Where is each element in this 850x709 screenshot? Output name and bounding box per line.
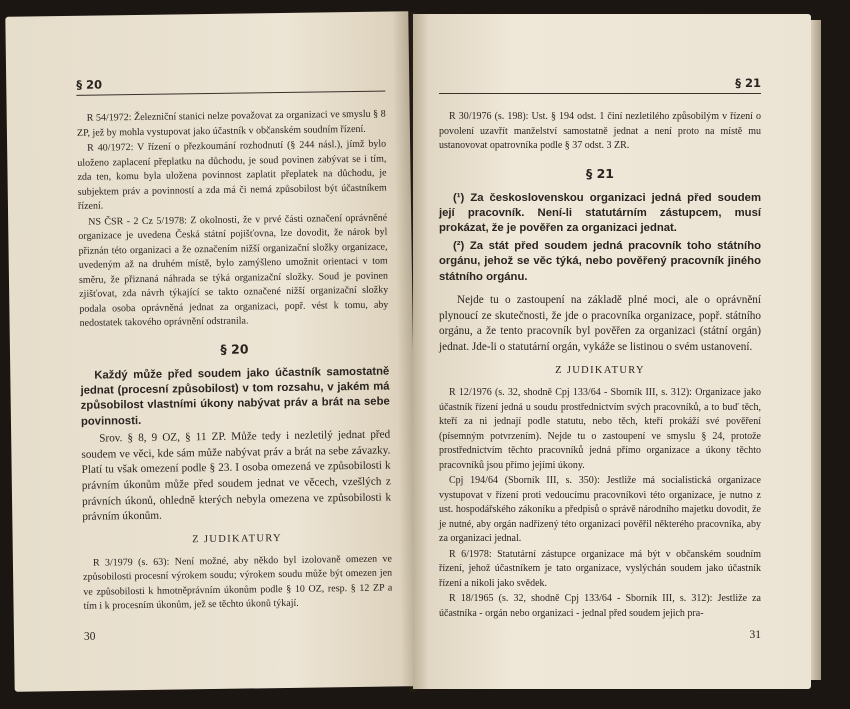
left-body-text: Srov. § 8, 9 OZ, § 11 ZP. Může tedy i nezletilý jednat před soudem ve věci, kde sám může nabývat práv a brát na sebe závazky. Platí tu však omezení podle § 23. I osoba omezená ve způsobilosti k právním úkonům může před soudem jednat ve věcech, vzešlých z právních úkonů, ohledně kterých nebyla omezena ve způsobilosti k právním úkonům. [81, 428, 392, 523]
right-judikatury-heading: Z JUDIKATURY [555, 365, 645, 377]
right-statement-1: (¹) Za československou organizaci jedná před soudem její pracovník. Není-li statutárním zástupcem, musí prokázat, že je pověřen za organizaci jednat. [439, 191, 761, 235]
page-stack-edge [811, 20, 821, 680]
right-page-number: 31 [749, 629, 761, 641]
right-section-title: § 21 [586, 165, 614, 181]
judikatury-note-r6-1978: R 6/1978: Statutární zástupce organizace má být v občanském soudním řízení, jehož účastníkem je tato organizace, vyslýchán soudem jako účastník řízení a nikoli jako svědek. [439, 548, 761, 589]
judikatury-note-r18-1965: R 18/1965 (s. 32, shodně Cpj 133/64 - Sborník III, s. 312): Jestliže za účastníka - orgán nebo organizaci - jednal před soudem jejich pra- [439, 593, 761, 619]
case-note-ns-csr: NS ČSR - 2 Cz 5/1978: Z okolnosti, že v prvé části označení oprávněné organizace je uvedena Česká státní pojišťovna, lze dovodit, že nárok byl přiznán této organizaci a že označením nižší organizační složky organizace, uvedeným až na druhém místě, bylo zamýšleno umožnit orientaci v tom směru, že přiznaná náhrada se týká organizační složky. Soud je povinen zjišťovat, zda návrh týkající se takto označené nižší organizační složky podala osoba oprávněná jednat za organizaci, popř. vést k tomu, aby nedostatek takového oprávnění odstranila. [78, 212, 389, 329]
left-running-header [76, 74, 385, 96]
left-judikatury-heading: Z JUDIKATURY [192, 532, 283, 545]
left-section-statement: Každý může před soudem jako účastník samostatně jednat (procesní způsobilost) v tom rozsahu, v jakém má způsobilost vlastními úkony nabývat práv a brát na sebe povinnosti. [80, 365, 390, 428]
left-section-title: § 20 [220, 340, 249, 357]
judikatury-note-r12-1976: R 12/1976 (s. 32, shodně Cpj 133/64 - Sborník III, s. 312): Organizace jako účastník řízení jedná u soudu prostřednictvím svých pracovníků, a to buď těch, kteří za ni jednají podle statutu, nebo těch, kteří prokáží své pověření (písemným potvrzením). Nejde tu o zastoupení ve smyslu § 24, protože prostřednictvím těchto pracovníků jedná přímo organizace a úkony těchto pracovníků jsou přímo jejími úkony. [439, 387, 761, 471]
left-page-number: 30 [83, 630, 96, 643]
left-page [5, 11, 417, 692]
right-running-header [439, 76, 761, 94]
case-note-r40-1972: R 40/1972: V řízení o přezkoumání rozhodnutí (§ 244 násl.), jímž bylo uloženo zaplacení přeplatku na důchodu, je soud povinen zabývat se i tím, zda ten, komu byla uložena povinnost zaplatit přeplatek na důchodu, je subjektem práv a povinností a zda má či nemá způsobilost být účastníkem řízení. [77, 138, 387, 212]
judikatury-note-cpj-194-64: Cpj 194/64 (Sborník III, s. 350): Jestliže má socialistická organizace vystupovat v řízení proti vedoucímu pracovníkovi této organizace, je nutno z ust. hospodářského zákoníku a předpisů o správě národního majetku dovodit, že je nutné, aby orgán nadřízený této organizaci pověřil některého pracovníka, aby za organizaci jednal. [439, 475, 761, 545]
right-body-text: Nejde tu o zastoupení na základě plné moci, ale o oprávnění plynoucí ze skutečnosti, že jde o pracovníka organizace, popř. státního orgánu, a že tento pracovník byl pověřen za organizaci (státní orgán) jednat. Jde-li o statutární orgán, vykáže se listinou o svém ustanovení. [439, 293, 761, 353]
case-note-r30-1976: R 30/1976 (s. 198): Ust. § 194 odst. 1 činí nezletilého způsobilým v řízení o povolení uzavřít manželství samostatně jednat a není proto na místě mu ustanovovat opatrovníka podle § 37 odst. 3 ZR. [439, 111, 761, 151]
right-statement-2: (²) Za stát před soudem jedná pracovník toho státního orgánu, jehož se věc týká, nebo pověřený pracovník jiného státního orgánu. [439, 239, 761, 283]
right-page [413, 14, 811, 689]
case-note-r54-1972: R 54/1972: Železniční stanici nelze považovat za organizaci ve smyslu § 8 ZP, jež by mohla vystupovat jako účastník v občanském soudním řízení. [76, 108, 386, 139]
right-header-section: § 21 [735, 76, 761, 90]
left-header-section: § 20 [76, 77, 103, 92]
left-judikatury-note: R 3/1979 (s. 63): Není možné, aby někdo byl izolovaně omezen ve způsobilosti procesní výrokem soudu; výrokem soudu může být omezen jen ve způsobilosti k hmotněprávním úkonům podle § 10 OZ, resp. § 12 ZP a tím i k procesním úkonům, jež se těchto úkonů týkají. [83, 553, 393, 612]
